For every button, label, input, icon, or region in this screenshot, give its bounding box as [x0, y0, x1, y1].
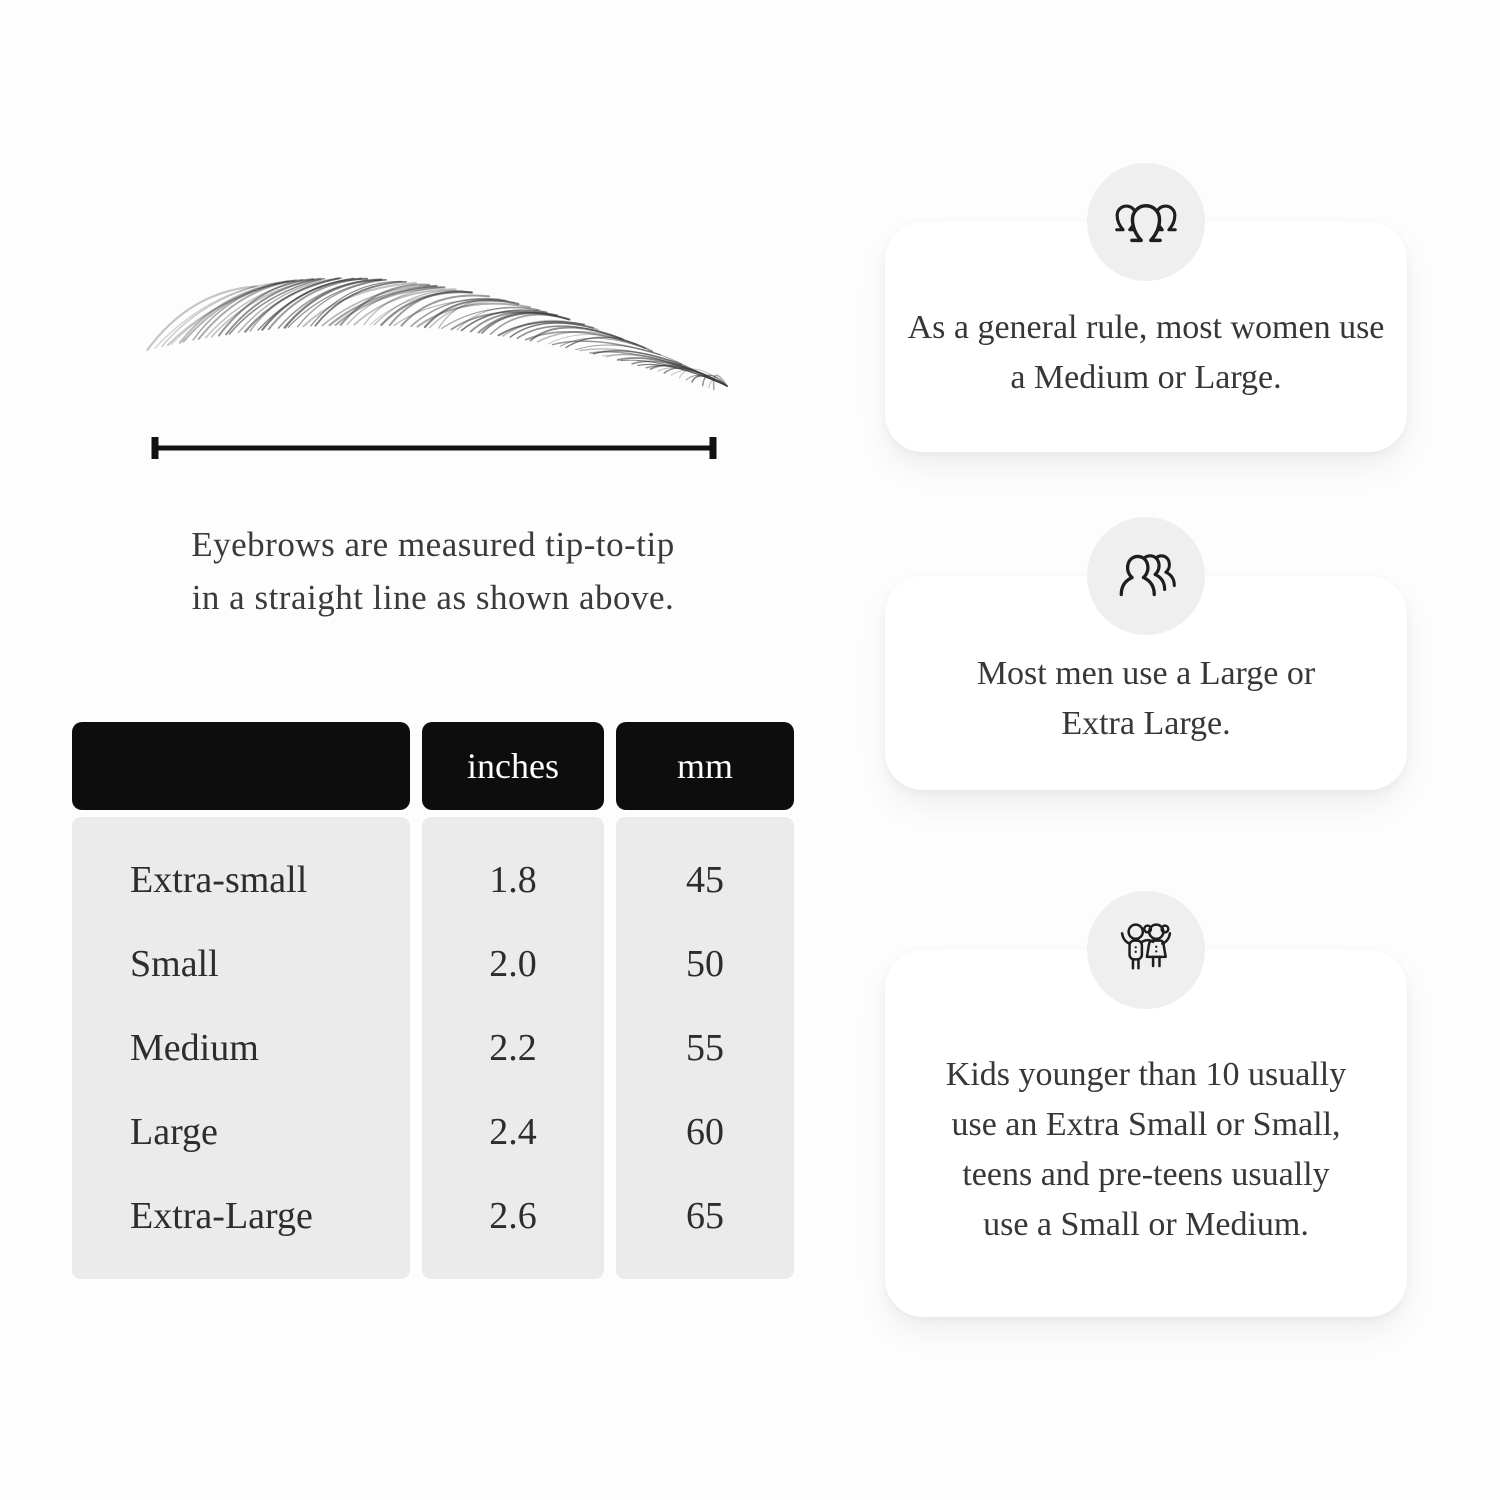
eyebrow-illustration: [115, 238, 740, 410]
women-group-icon: [1112, 193, 1180, 251]
size-label: Extra-small: [130, 859, 308, 901]
mm-value: 50: [686, 943, 724, 985]
mm-column: [616, 817, 794, 1279]
size-label: Extra-Large: [130, 1195, 313, 1237]
mm-value: 45: [686, 859, 724, 901]
mm-value: 60: [686, 1111, 724, 1153]
caption-line-2: in a straight line as shown above.: [191, 578, 675, 617]
inches-value: 2.6: [489, 1195, 537, 1237]
kids-icon: [1111, 918, 1181, 982]
measurement-caption: [125, 518, 741, 624]
size-column: [72, 817, 410, 1279]
info-card-women: [885, 222, 1407, 452]
card-text: As a general rule, most women use a Medium or Large.: [907, 309, 1385, 396]
header-cell-inches: inches: [422, 722, 604, 810]
inches-value: 2.0: [489, 943, 537, 985]
inches-value: 1.8: [489, 859, 537, 901]
measurement-line: [148, 434, 720, 462]
icon-circle: [1087, 517, 1205, 635]
caption-line-1: Eyebrows are measured tip-to-tip: [191, 525, 675, 564]
card-text: Most men use a Large or Extra Large.: [976, 655, 1316, 742]
size-table-header-row: [72, 722, 794, 810]
icon-circle: [1087, 891, 1205, 1009]
inches-column: [422, 817, 604, 1279]
inches-value: 2.4: [489, 1111, 537, 1153]
header-cell-blank: [72, 722, 410, 810]
size-label: Large: [130, 1111, 218, 1153]
size-table-body: [72, 817, 794, 1279]
mm-value: 65: [686, 1195, 724, 1237]
inches-value: 2.2: [489, 1027, 537, 1069]
size-table: [72, 722, 794, 1279]
info-card-men: [885, 576, 1407, 790]
mm-value: 55: [686, 1027, 724, 1069]
header-cell-mm: mm: [616, 722, 794, 810]
size-label: Medium: [130, 1027, 259, 1069]
info-card-kids: [885, 950, 1407, 1317]
men-group-icon: [1112, 547, 1180, 605]
icon-circle: [1087, 163, 1205, 281]
size-label: Small: [130, 943, 219, 985]
card-text: Kids younger than 10 usually use an Extra Small or Small, teens and pre-teens usually use a Small or Medium.: [945, 1055, 1347, 1243]
